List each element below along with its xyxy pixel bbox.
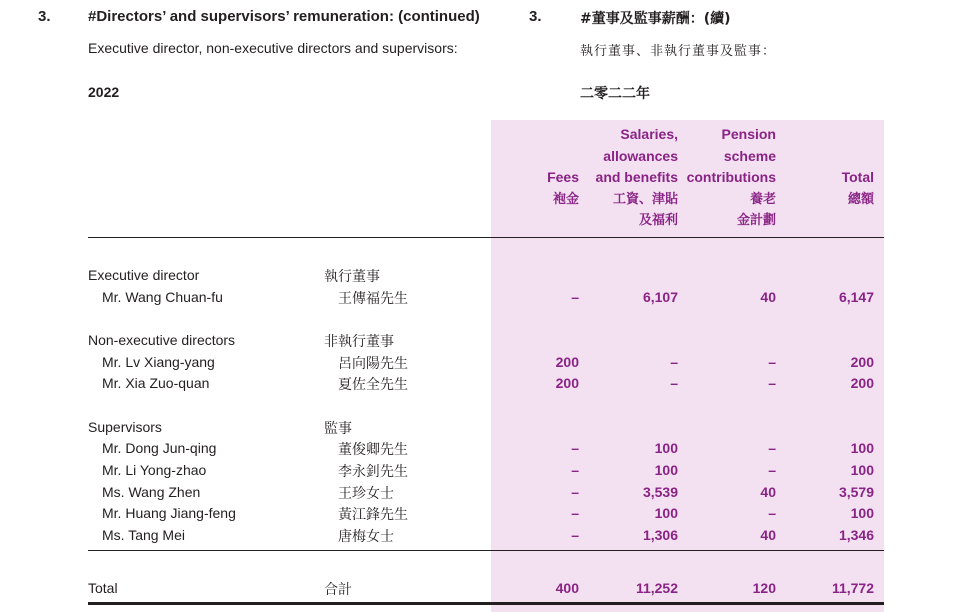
column-header-salaries <box>596 124 678 232</box>
value-pension: 40 <box>760 527 776 543</box>
value-fees: 200 <box>555 375 579 391</box>
row-name-en: Mr. Xia Zuo-quan <box>102 375 210 391</box>
value-salaries: 1,306 <box>642 527 678 543</box>
group-label-en: Supervisors <box>88 419 162 435</box>
column-header-total <box>842 167 874 210</box>
column-header-salaries-cn-1: 工資、津貼 <box>612 191 678 207</box>
column-header-salaries-en-2: allowances <box>603 147 678 164</box>
subtotal-divider <box>88 550 884 551</box>
row-name-en: Mr. Lv Xiang-yang <box>102 354 215 370</box>
column-header-pension-en-3: contributions <box>686 169 776 185</box>
total-fees: 400 <box>555 580 579 596</box>
column-header-salaries-en-1: Salaries, <box>620 126 678 142</box>
value-fees: – <box>571 289 579 305</box>
column-header-salaries-cn-2: 及福利 <box>638 213 678 228</box>
value-total: 200 <box>850 354 874 370</box>
value-pension: – <box>768 505 776 521</box>
column-header-fees <box>547 167 579 210</box>
row-name-en: Ms. Tang Mei <box>102 527 185 543</box>
value-salaries: 100 <box>654 505 678 521</box>
value-pension: 40 <box>760 484 776 500</box>
group-label-cn: 非執行董事 <box>324 334 394 350</box>
header-divider <box>88 237 884 238</box>
value-total: 100 <box>850 462 874 478</box>
value-salaries: 100 <box>654 440 678 456</box>
value-total: 100 <box>850 440 874 456</box>
total-pension: 120 <box>752 580 776 596</box>
total-label-en: Total <box>88 580 118 596</box>
row-name-cn: 李永釗先生 <box>338 464 408 480</box>
row-name-en: Mr. Li Yong-zhao <box>102 462 207 478</box>
column-header-pension-en-2: scheme <box>723 147 776 164</box>
section-title-en: #Directors’ and supervisors’ remuneration: (continued) <box>88 8 480 25</box>
value-salaries: 100 <box>654 462 678 478</box>
value-pension: 40 <box>760 289 776 305</box>
row-name-en: Mr. Dong Jun-qing <box>102 440 217 456</box>
row-name-en: Ms. Wang Zhen <box>102 484 201 500</box>
value-pension: – <box>768 354 776 370</box>
value-total: 6,147 <box>838 289 874 305</box>
value-pension: – <box>768 462 776 478</box>
total-divider <box>88 602 884 605</box>
column-header-pension <box>687 124 776 232</box>
value-total: 3,579 <box>838 484 874 500</box>
year-label-cn: 二零二二年 <box>580 86 650 102</box>
column-header-fees-en: Fees <box>547 169 579 185</box>
total-total: 11,772 <box>831 580 874 596</box>
value-fees: – <box>571 527 579 543</box>
value-total: 200 <box>850 375 874 391</box>
value-pension: – <box>768 440 776 456</box>
value-fees: 200 <box>555 354 579 370</box>
value-fees: – <box>571 440 579 456</box>
value-salaries: – <box>670 354 678 370</box>
group-label-en: Non-executive directors <box>88 332 236 348</box>
value-salaries: 6,107 <box>642 289 678 305</box>
total-salaries: 11,252 <box>635 580 678 596</box>
section-subtitle-cn: 執行董事、非執行董事及監事： <box>580 44 777 59</box>
section-title-cn: #董事及監事薪酬：(續) <box>580 11 731 27</box>
value-salaries: 3,539 <box>642 484 678 500</box>
column-header-total-cn: 總額 <box>847 191 874 207</box>
column-header-pension-en-1: Pension <box>721 126 776 142</box>
total-label-cn: 合計 <box>324 582 352 598</box>
value-fees: – <box>571 462 579 478</box>
column-header-salaries-en-3: and benefits <box>595 169 678 185</box>
group-label-cn: 監事 <box>324 421 352 437</box>
row-name-cn: 夏佐全先生 <box>338 377 408 393</box>
row-name-cn: 王傳福先生 <box>338 291 408 307</box>
value-fees: – <box>571 484 579 500</box>
row-name-en: Mr. Huang Jiang-feng <box>102 505 236 521</box>
row-name-cn: 唐梅女士 <box>338 529 394 545</box>
group-label-en: Executive director <box>88 267 200 283</box>
year-label-en: 2022 <box>88 84 120 100</box>
row-name-cn: 董俊卿先生 <box>338 442 408 458</box>
row-name-en: Mr. Wang Chuan-fu <box>102 289 223 305</box>
value-total: 1,346 <box>838 527 874 543</box>
value-fees: – <box>571 505 579 521</box>
value-total: 100 <box>850 505 874 521</box>
value-pension: – <box>768 375 776 391</box>
column-header-pension-cn-2: 金計劃 <box>736 213 776 228</box>
column-header-total-en: Total <box>841 169 874 185</box>
section-number-cn: 3. <box>529 8 542 25</box>
row-name-cn: 呂向陽先生 <box>338 356 408 372</box>
value-salaries: – <box>670 375 678 391</box>
row-name-cn: 黃江鋒先生 <box>338 507 408 523</box>
group-label-cn: 執行董事 <box>324 269 380 285</box>
column-header-pension-cn-1: 養老 <box>749 191 776 207</box>
column-header-fees-cn: 袍金 <box>552 191 579 207</box>
section-number-en: 3. <box>38 8 51 25</box>
row-name-cn: 王珍女士 <box>338 486 394 502</box>
section-subtitle-en: Executive director, non-executive directors and supervisors: <box>88 40 458 56</box>
